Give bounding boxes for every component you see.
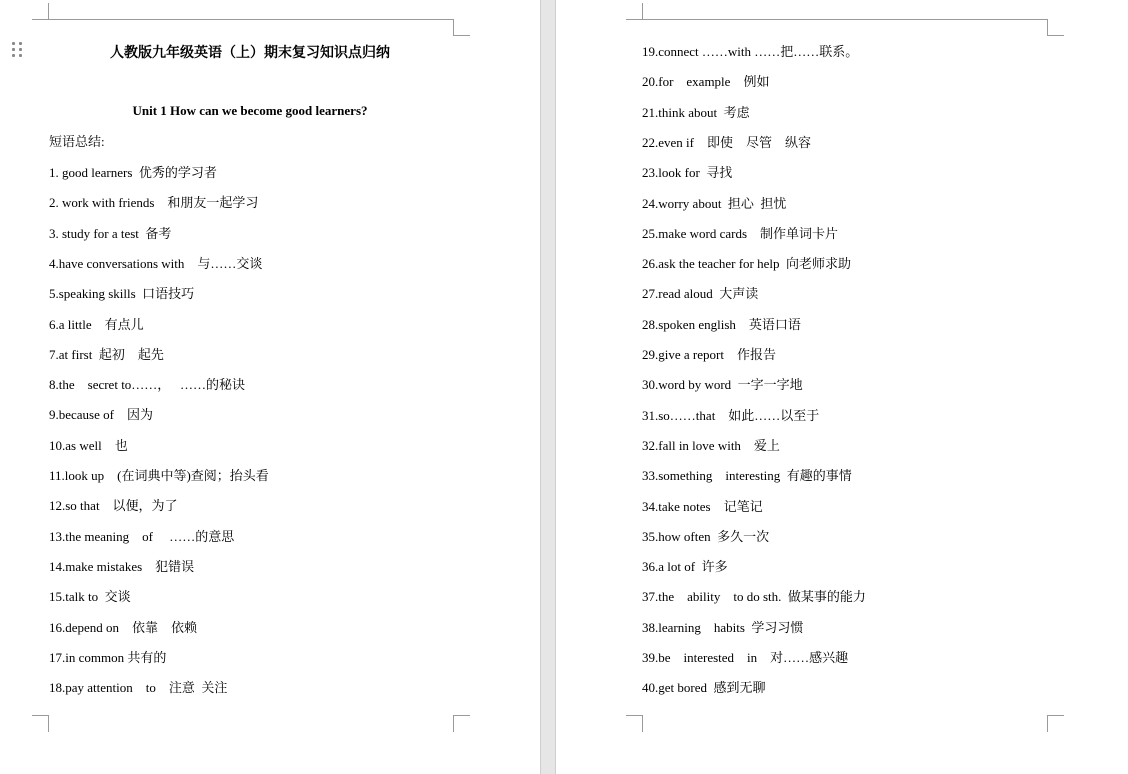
page-left [0, 0, 540, 774]
corner-mark-bottom-left [32, 715, 49, 732]
phrase-item: 26.ask the teacher for help 向老师求助 [642, 256, 852, 272]
corner-mark-bottom-left [626, 715, 643, 732]
phrase-item: 38.learning habits 学习习惯 [642, 619, 804, 635]
corner-mark-bottom-right [1047, 715, 1064, 732]
phrase-item: 40.get bored 感到无聊 [642, 680, 766, 696]
phrase-item: 30.word by word 一字一字地 [642, 377, 803, 393]
header-margin-line [48, 19, 453, 20]
phrase-item: 4.have conversations with 与……交谈 [49, 255, 263, 271]
section-label: 短语总结: [49, 134, 105, 149]
phrase-item: 39.be interested in 对……感兴趣 [642, 650, 849, 665]
phrase-item: 37.the ability to do sth. 做某事的能力 [642, 589, 866, 605]
phrase-item: 34.take notes 记笔记 [642, 498, 763, 514]
header-margin-line [642, 19, 1047, 20]
phrase-item: 5.speaking skills 口语技巧 [49, 286, 195, 302]
unit-heading: Unit 1 How can we become good learners? [132, 103, 368, 118]
corner-mark-bottom-right [453, 715, 470, 732]
phrase-item: 8.the secret to……， ……的秘诀 [49, 377, 246, 393]
phrase-item: 28.spoken english 英语口语 [642, 316, 801, 332]
phrase-item: 33.something interesting 有趣的事情 [642, 468, 852, 484]
phrase-item: 20.for example 例如 [642, 74, 770, 90]
phrase-item: 16.depend on 依靠 依赖 [49, 619, 198, 635]
phrase-item: 1. good learners 优秀的学习者 [49, 165, 217, 180]
corner-mark-top-left [626, 3, 643, 20]
document-title: 人教版九年级英语（上）期末复习知识点归纳 [110, 46, 390, 61]
phrase-item: 9.because of 因为 [49, 407, 153, 423]
phrase-item: 17.in common 共有的 [49, 649, 167, 665]
phrase-item: 11.look up (在词典中等)查阅；抬头看 [49, 468, 269, 483]
phrase-item: 15.talk to 交谈 [49, 589, 131, 605]
phrase-item: 13.the meaning of ……的意思 [49, 528, 235, 544]
phrase-item: 25.make word cards 制作单词卡片 [642, 225, 839, 241]
corner-mark-top-right [453, 19, 470, 36]
corner-mark-top-left [32, 3, 49, 20]
phrase-item: 31.so……that 如此……以至于 [642, 407, 820, 423]
phrase-item: 22.even if 即使 尽管 纵容 [642, 134, 811, 150]
page-gap [540, 0, 556, 774]
phrase-item: 12.so that 以便，为了 [49, 498, 178, 514]
phrase-item: 32.fall in love with 爱上 [642, 437, 780, 453]
phrase-item: 27.read aloud 大声读 [642, 286, 759, 302]
phrase-item: 23.look for 寻找 [642, 165, 733, 181]
page-right [556, 0, 1128, 774]
phrase-item: 36.a lot of 许多 [642, 559, 728, 575]
phrase-item: 21.think about 考虑 [642, 104, 750, 120]
phrase-item: 29.give a report 作报告 [642, 347, 776, 362]
phrase-item: 7.at first 起初 起先 [49, 346, 164, 362]
phrase-item: 6.a little 有点儿 [49, 316, 144, 332]
phrase-item: 19.connect ……with ……把……联系。 [642, 44, 859, 59]
phrase-item: 35.how often 多久一次 [642, 528, 770, 544]
phrase-item: 3. study for a test 备考 [49, 225, 172, 241]
phrase-item: 14.make mistakes 犯错误 [49, 558, 195, 574]
phrase-item: 18.pay attention to 注意 关注 [49, 680, 228, 696]
phrase-item: 24.worry about 担心 担忧 [642, 195, 787, 211]
phrase-item: 2. work with friends 和朋友一起学习 [49, 195, 259, 211]
phrase-item: 10.as well 也 [49, 437, 128, 453]
corner-mark-top-right [1047, 19, 1064, 36]
